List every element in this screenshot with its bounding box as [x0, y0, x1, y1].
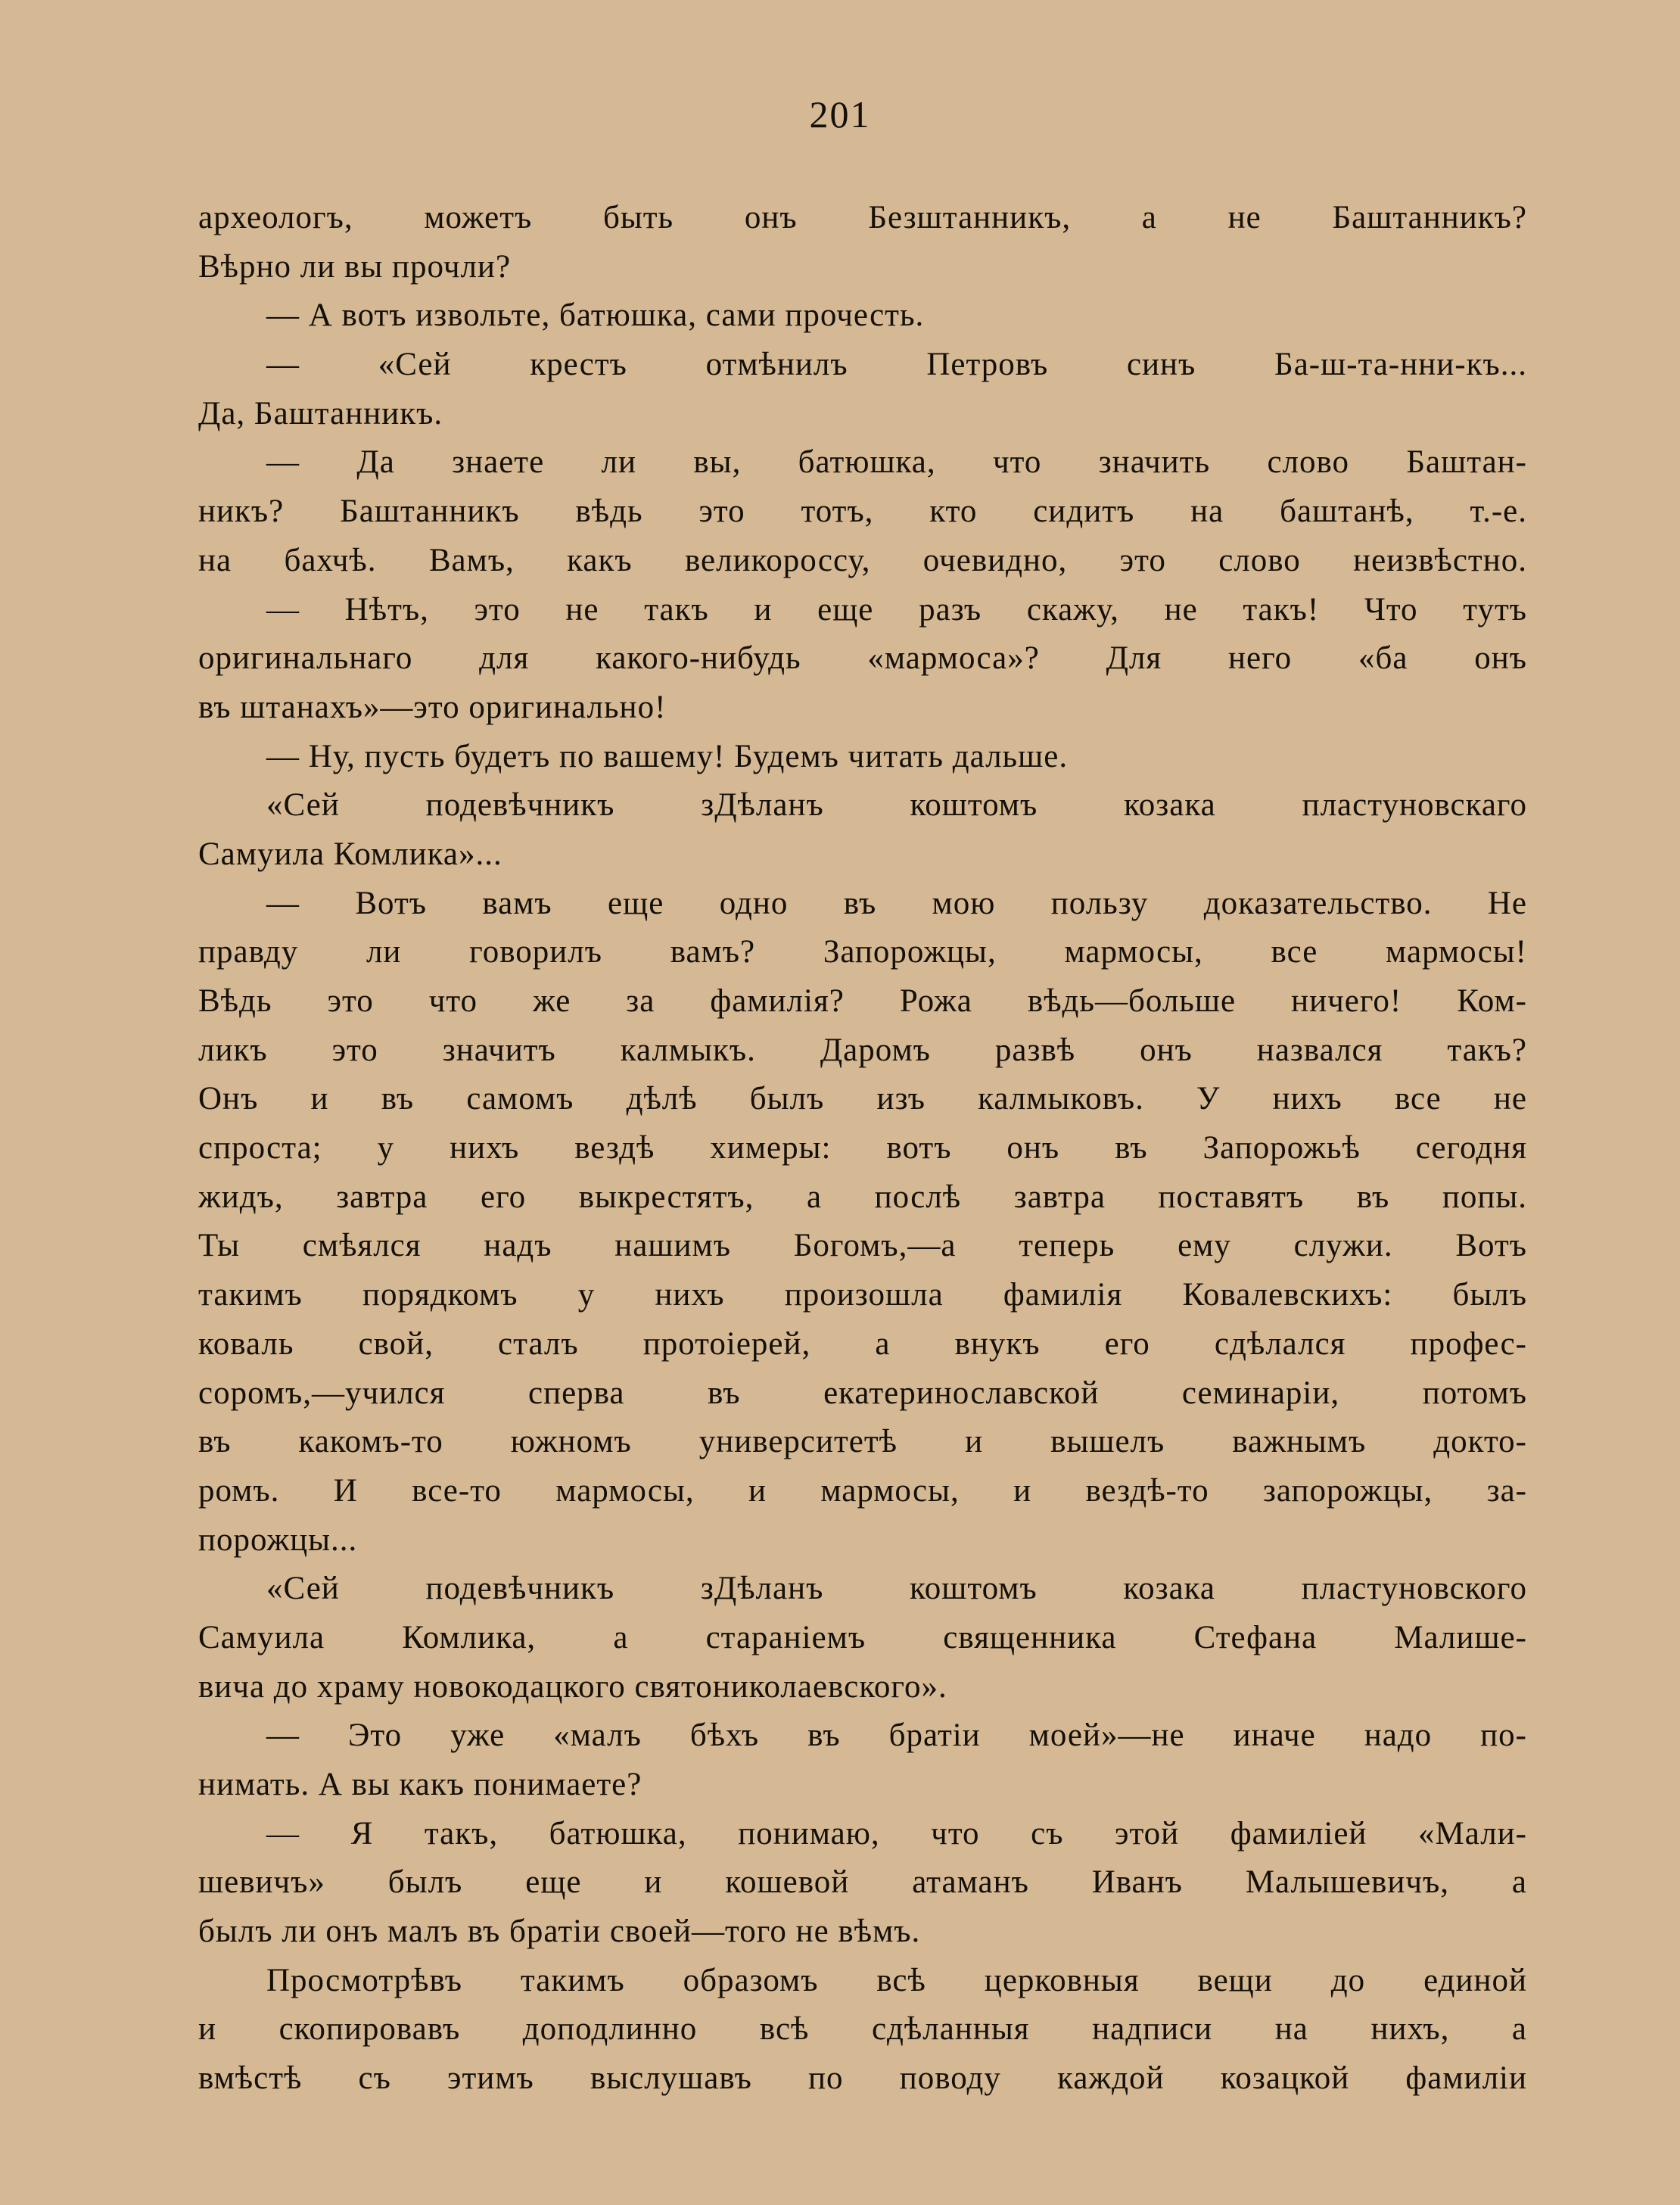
text-line: въ штанахъ»—это оригинально! — [198, 689, 667, 725]
text-line: и скопировавъ доподлинно всѣ сдѣланныя надписи на нихъ, а — [198, 2011, 1527, 2048]
text-line: Самуила Комлика, а стараніемъ священника Стефана Малише- — [198, 1619, 1527, 1655]
text-line: Просмотрѣвъ такимъ образомъ всѣ церковныя вещи до единой — [266, 1962, 1527, 1998]
body-text — [198, 194, 1527, 2104]
text-line: Самуила Комлика»... — [198, 836, 502, 872]
text-line: Вѣдь это что же за фамилія? Рожа вѣдь—больше ничего! Ком- — [198, 983, 1527, 1019]
text-line: — Да знаете ли вы, батюшка, что значить слово Баштан- — [266, 444, 1527, 481]
text-line: коваль свой, сталъ протоіерей, а внукъ его сдѣлался профес- — [198, 1325, 1527, 1362]
text-line: шевичъ» былъ еще и кошевой атаманъ Иванъ Малышевичъ, а — [198, 1864, 1527, 1901]
text-line: жидъ, завтра его выкрестятъ, а послѣ завтра поставятъ въ попы. — [198, 1179, 1527, 1215]
page-number: 201 — [809, 93, 871, 135]
text-line: Вѣрно ли вы прочли? — [198, 248, 512, 285]
text-line: Онъ и въ самомъ дѣлѣ былъ изъ калмыковъ. У нихъ все не — [198, 1081, 1527, 1117]
text-line: правду ли говорилъ вамъ? Запорожцы, мармосы, все мармосы! — [198, 934, 1527, 970]
text-line: вича до храму новокодацкого святониколаевского». — [198, 1668, 947, 1705]
text-line: археологъ, можетъ быть онъ Безштанникъ, а не Баштанникъ? — [198, 200, 1527, 235]
text-line: «Сей подевѣчникъ зДѣланъ коштомъ козака пластуновскаго — [266, 787, 1527, 824]
text-line: — Ну, пусть будетъ по вашему! Будемъ читать дальше. — [266, 738, 1069, 774]
text-line: спроста; у нихъ вездѣ химеры: вотъ онъ въ Запорожьѣ сегодня — [198, 1130, 1527, 1166]
text-line: порожцы... — [198, 1521, 358, 1558]
text-line: ликъ это значитъ калмыкъ. Даромъ развѣ онъ назвался такъ? — [198, 1032, 1527, 1068]
text-line: соромъ,—учился сперва въ екатеринославской семинаріи, потомъ — [198, 1375, 1527, 1411]
text-line: — А вотъ извольте, батюшка, сами прочесть. — [266, 297, 925, 334]
text-line: — Нѣтъ, это не такъ и еще разъ скажу, не такъ! Что тутъ — [266, 591, 1527, 628]
text-line: — Вотъ вамъ еще одно въ мою пользу доказательство. Не — [266, 885, 1527, 921]
text-line: — Это уже «малъ бѣхъ въ братіи моей»—не иначе надо по- — [266, 1718, 1527, 1754]
text-line: никъ? Баштанникъ вѣдь это тотъ, кто сидитъ на баштанѣ, т.-е. — [198, 494, 1527, 530]
text-line: оригинальнаго для какого-нибудь «мармоса»? Для него «ба онъ — [198, 640, 1527, 677]
text-line: — «Сей крестъ отмѣнилъ Петровъ синъ Ба-ш-та-нни-къ... — [266, 347, 1527, 383]
text-line: на бахчѣ. Вамъ, какъ великороссу, очевидно, это слово неизвѣстно. — [198, 542, 1527, 578]
text-line: Ты смѣялся надъ нашимъ Богомъ,—а теперь ему служи. Вотъ — [198, 1228, 1527, 1264]
text-line: такимъ порядкомъ у нихъ произошла фамилія Ковалевскихъ: былъ — [198, 1277, 1527, 1313]
text-line: ромъ. И все-то мармосы, и мармосы, и вездѣ-то запорожцы, за- — [198, 1472, 1527, 1509]
text-line: «Сей подевѣчникъ зДѣланъ коштомъ козака пластуновского — [266, 1571, 1527, 1607]
text-line: въ какомъ-то южномъ университетѣ и вышелъ важнымъ докто- — [198, 1424, 1527, 1460]
text-line: — Я такъ, батюшка, понимаю, что съ этой фамиліей «Мали- — [266, 1815, 1527, 1852]
text-line: былъ ли онъ малъ въ братіи своей—того не вѣмъ. — [198, 1914, 921, 1950]
text-line: вмѣстѣ съ этимъ выслушавъ по поводу каждой козацкой фамиліи — [198, 2060, 1527, 2097]
text-line: Да, Баштанникъ. — [198, 395, 443, 431]
text-line: нимать. А вы какъ понимаете? — [198, 1767, 642, 1802]
